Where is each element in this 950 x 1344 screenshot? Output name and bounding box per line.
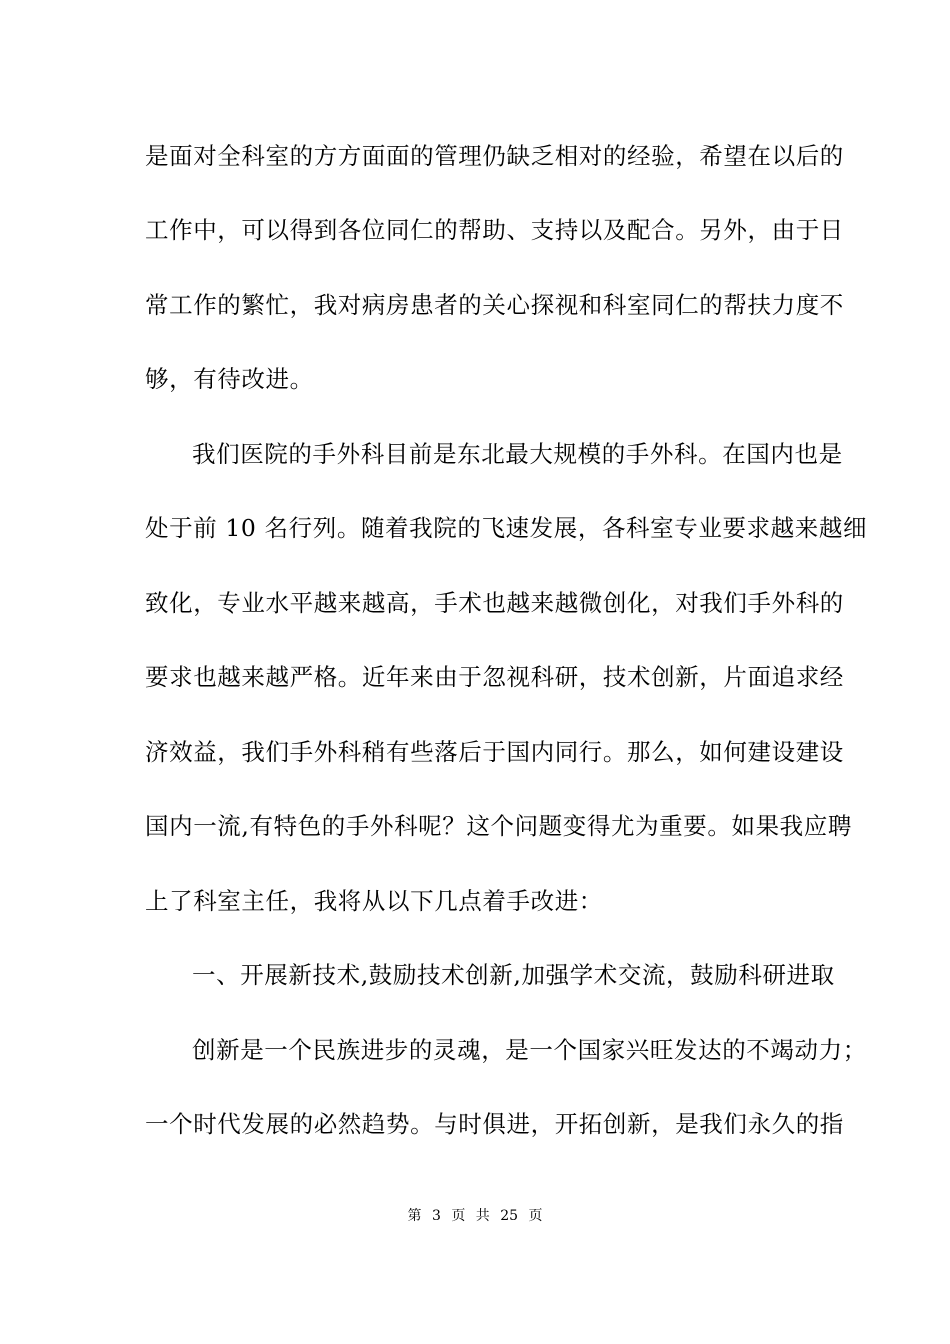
paragraph-1-line-1: 是面对全科室的方方面面的管理仍缺乏相对的经验，希望在以后的 [145, 142, 844, 170]
paragraph-1-line-3: 常工作的繁忙，我对病房患者的关心探视和科室同仁的帮扶力度不 [145, 291, 844, 319]
paragraph-2-line-2: 处于前 10 名行列。随着我院的飞速发展，各科室专业要求越来越细 [145, 514, 868, 542]
paragraph-4-line-1: 创新是一个民族进步的灵魂，是一个国家兴旺发达的不竭动力； [192, 1036, 867, 1064]
footer-total-word: 共 [475, 1208, 490, 1224]
footer-page-word: 页 [451, 1208, 466, 1224]
footer-total-pages: 25 [500, 1208, 519, 1224]
page-footer [0, 1206, 950, 1226]
paragraph-2-line-1: 我们医院的手外科目前是东北最大规模的手外科。在国内也是 [192, 440, 843, 468]
footer-prefix: 第 [407, 1208, 422, 1224]
paragraph-1-line-2: 工作中，可以得到各位同仁的帮助、支持以及配合。另外，由于日 [145, 216, 844, 244]
paragraph-2-line-5: 济效益，我们手外科稍有些落后于国内同行。那么，如何建设建设 [145, 738, 844, 766]
paragraph-1-line-4: 够，有待改进。 [145, 365, 314, 393]
paragraph-2-line-7: 上了科室主任，我将从以下几点着手改进： [145, 887, 603, 915]
paragraph-4-line-2: 一个时代发展的必然趋势。与时俱进，开拓创新，是我们永久的指 [145, 1110, 844, 1138]
paragraph-2-line-6: 国内一流,有特色的手外科呢？这个问题变得尤为重要。如果我应聘 [145, 812, 852, 840]
footer-current-page: 3 [431, 1208, 441, 1224]
footer-suffix: 页 [528, 1208, 543, 1224]
section-heading: 一、开展新技术,鼓励技术创新,加强学术交流，鼓励科研进取 [192, 961, 835, 989]
paragraph-2-line-3: 致化，专业水平越来越高，手术也越来越微创化，对我们手外科的 [145, 589, 844, 617]
paragraph-2-line-4: 要求也越来越严格。近年来由于忽视科研，技术创新，片面追求经 [145, 663, 844, 691]
